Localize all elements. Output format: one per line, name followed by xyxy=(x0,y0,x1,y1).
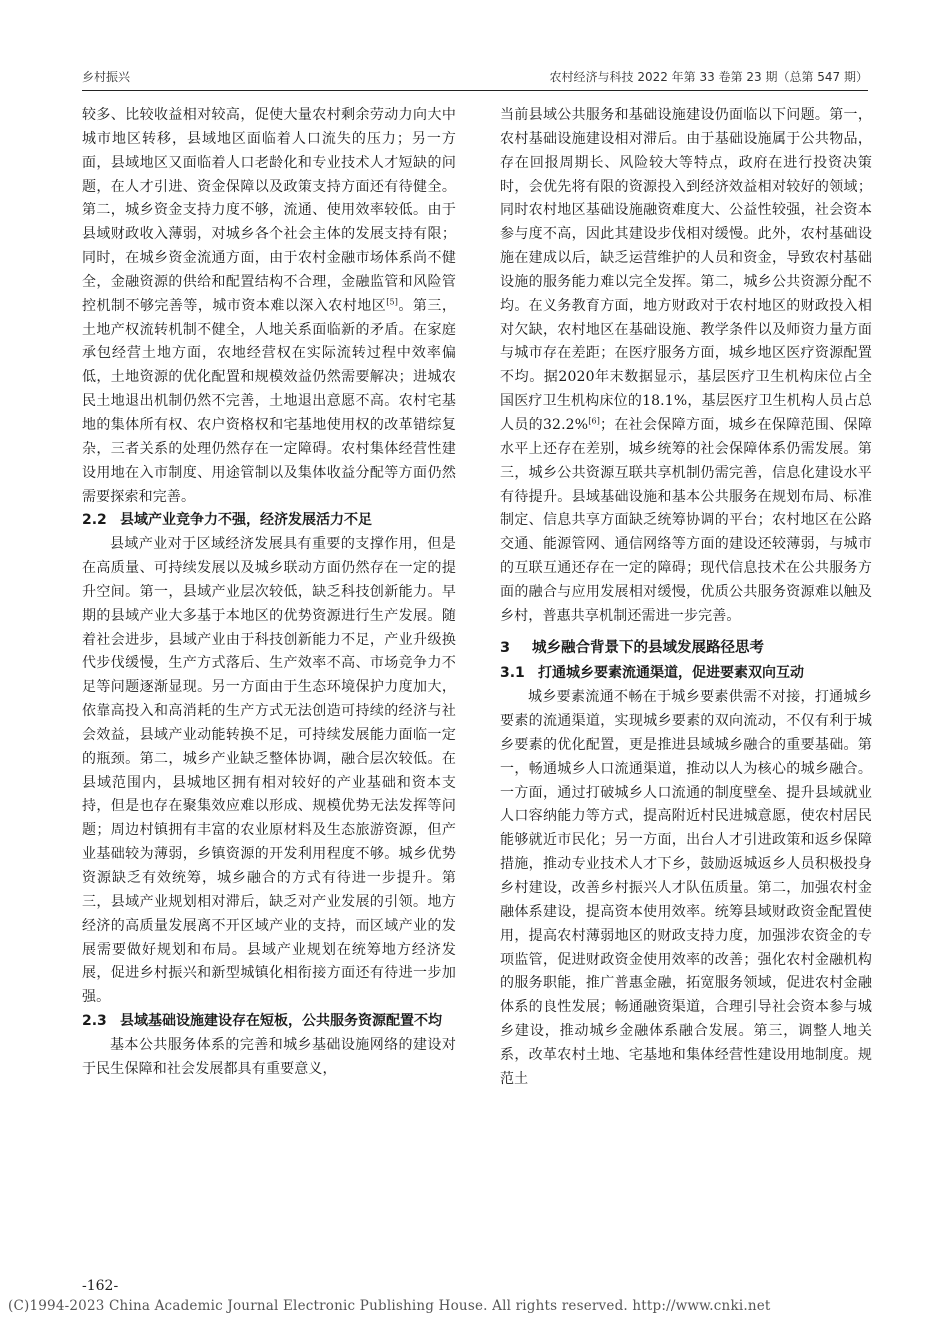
section-number: 3 xyxy=(500,639,511,656)
left-column xyxy=(82,104,456,1082)
paragraph xyxy=(500,104,872,629)
paragraph-text: ；在社会保障方面，城乡在保障范围、保障水平上还存在差别，城乡统筹的社会保障体系仍需发展。第三，城乡公共资源互联共享机制仍需完善，信息化建设水平有待提升。县域基础设施和基本公共服务在规划布局、标准制定、信息共享方面缺乏统筹协调的平台；农村地区在公路交通、能源管网、通信网络等方面的建设还较薄弱，与城市的互联互通还存在一定的障碍；现代信息技术在公共服务方面的融合与应用发展相对缓慢，优质公共服务资源难以触及乡村，普惠共享机制还需进一步完善。 xyxy=(500,416,872,624)
page-number: -162- xyxy=(82,1278,119,1294)
section-heading-2-2 xyxy=(82,509,456,533)
section-heading-3 xyxy=(500,637,872,661)
section-number: 3.1 xyxy=(500,665,525,682)
paragraph: 县域产业对于区域经济发展具有重要的支撑作用，但是在高质量、可持续发展以及城乡联动方面仍然存在一定的提升空间。第一，县域产业层次较低，缺乏科技创新能力。早期的县域产业大多基于本地区的优势资源进行生产发展。随着社会进步，县域产业由于科技创新能力不足，产业升级换代步伐缓慢，生产方式落后、生产效率不高、市场竞争力不足等问题逐渐显现。另一方面由于生态环境保护力度加大，依靠高投入和高消耗的生产方式无法创造可持续的经济与社会效益，县域产业动能转换不足，可持续发展能力面临一定的瓶颈。第二，城乡产业缺乏整体协调，融合层次较低。在县域范围内，县城地区拥有相对较好的产业基础和资本支持，但是也存在聚集效应难以形成、规模优势无法发挥等问题；周边村镇拥有丰富的农业原材料及生态旅游资源，但产业基础较为薄弱，乡镇资源的开发利用程度不够。城乡优势资源缺乏有效统筹，城乡融合的方式有待进一步提升。第三，县域产业规划相对滞后，缺乏对产业发展的引领。地方经济的高质量发展离不开区域产业的支持，而区域产业的发展需要做好规划和布局。县域产业规划在统筹地方经济发展，促进乡村振兴和新型城镇化相衔接方面还有待进一步加强。 xyxy=(82,536,456,1006)
citation-ref: [5] xyxy=(386,297,399,307)
section-heading-3-1 xyxy=(500,662,872,686)
section-title: 县域基础设施建设存在短板，公共服务资源配置不均 xyxy=(120,1013,442,1030)
paragraph-text: 较多、比较收益相对较高，促使大量农村剩余劳动力向大中城市地区转移，县域地区面临着人口流失的压力；另一方面，县域地区又面临着人口老龄化和专业技术人才短缺的问题，在人才引进、资金保障以及政策支持方面还有待健全。第二，城乡资金支持力度不够，流通、使用效率较低。由于县域财政收入薄弱，对城乡各个社会主体的发展支持有限；同时，在城乡资金流通方面，由于农村金融市场体系尚不健全，金融资源的供给和配置结构不合理，金融监管和风险管控机制不够完善等，城市资本难以深入农村地区 xyxy=(82,107,456,314)
running-header-section: 乡村振兴 xyxy=(82,70,131,84)
header-rule xyxy=(82,90,868,91)
section-title: 打通城乡要素流通渠道，促进要素双向互动 xyxy=(538,665,804,682)
paragraph-text: 当前县域公共服务和基础设施建设仍面临以下问题。第一，农村基础设施建设相对滞后。由于基础设施属于公共物品，存在回报周期长、风险较大等特点，政府在进行投资决策时，会优先将有限的资源投入到经济效益相对较好的领域；同时农村地区基础设施融资难度大、公益性较强，社会资本参与度不高，因此其建设步伐相对缓慢。此外，农村基础设施在建成以后，缺乏运营维护的人员和资金，导致农村基础设施的服务能力难以完全发挥。第二，城乡公共资源分配不均。在义务教育方面，地方财政对于农村地区的财政投入相对欠缺，农村地区在基础设施、教学条件以及师资力量方面与城市存在差距；在医疗服务方面，城乡地区医疗资源配置不均。据2020年末数据显示，基层医疗卫生机构床位占全国医疗卫生机构床位的18.1%，基层医疗卫生机构人员占总人员的32.2% xyxy=(500,107,872,433)
paragraph: 基本公共服务体系的完善和城乡基础设施网络的建设对于民生保障和社会发展都具有重要意义， xyxy=(82,1036,456,1077)
paragraph-text: 。第三，土地产权流转机制不健全，人地关系面临新的矛盾。在家庭承包经营土地方面，农地经营权在实际流转过程中效率偏低，土地资源的优化配置和规模效益仍然需要解决；进城农民土地退出机制仍然不完善，土地退出意愿不高。农村宅基地的集体所有权、农户资格权和宅基地使用权的改革错综复杂，三者关系的处理仍然存在一定障碍。农村集体经营性建设用地在入市制度、用途管制以及集体收益分配等方面仍然需要探索和完善。 xyxy=(82,297,456,505)
section-number: 2.2 xyxy=(82,512,107,529)
paragraph: 城乡要素流通不畅在于城乡要素供需不对接，打通城乡要素的流通渠道，实现城乡要素的双向流动，不仅有利于城乡要素的优化配置，更是推进县域城乡融合的重要基础。第一，畅通城乡人口流通渠道，推动以人为核心的城乡融合。一方面，通过打破城乡人口流通的制度壁垒、提升县域就业人口容纳能力等方式，提高附近村民进城意愿，使农村居民能够就近市民化；另一方面，出台人才引进政策和返乡保障措施，推动专业技术人才下乡，鼓励返城返乡人员积极投身乡村建设，改善乡村振兴人才队伍质量。第二，加强农村金融体系建设，提高资本使用效率。统筹县域财政资金配置使用，提高农村薄弱地区的财政支持力度，加强涉农资金的专项监管，促进财政资金使用效率的改善；强化农村金融机构的服务职能，推广普惠金融，拓宽服务领域，促进农村金融体系的良性发展；畅通融资渠道，合理引导社会资本参与城乡建设，推动城乡金融体系融合发展。第三，调整人地关系，改革农村土地、宅基地和集体经营性建设用地制度。规范土 xyxy=(500,689,872,1087)
running-header-journal: 农村经济与科技 2022 年第 33 卷第 23 期（总第 547 期） xyxy=(549,70,868,84)
section-heading-2-3 xyxy=(82,1010,456,1034)
section-title: 县域产业竞争力不强，经济发展活力不足 xyxy=(120,512,372,529)
section-title: 城乡融合背景下的县域发展路径思考 xyxy=(532,639,764,656)
right-column xyxy=(500,104,872,1092)
paragraph xyxy=(82,104,456,509)
copyright-footer: (C)1994-2023 China Academic Journal Electronic Publishing House. All rights reserved. http://www.cnki.net xyxy=(8,1298,771,1314)
citation-ref: [6] xyxy=(588,416,600,426)
section-number: 2.3 xyxy=(82,1013,107,1030)
